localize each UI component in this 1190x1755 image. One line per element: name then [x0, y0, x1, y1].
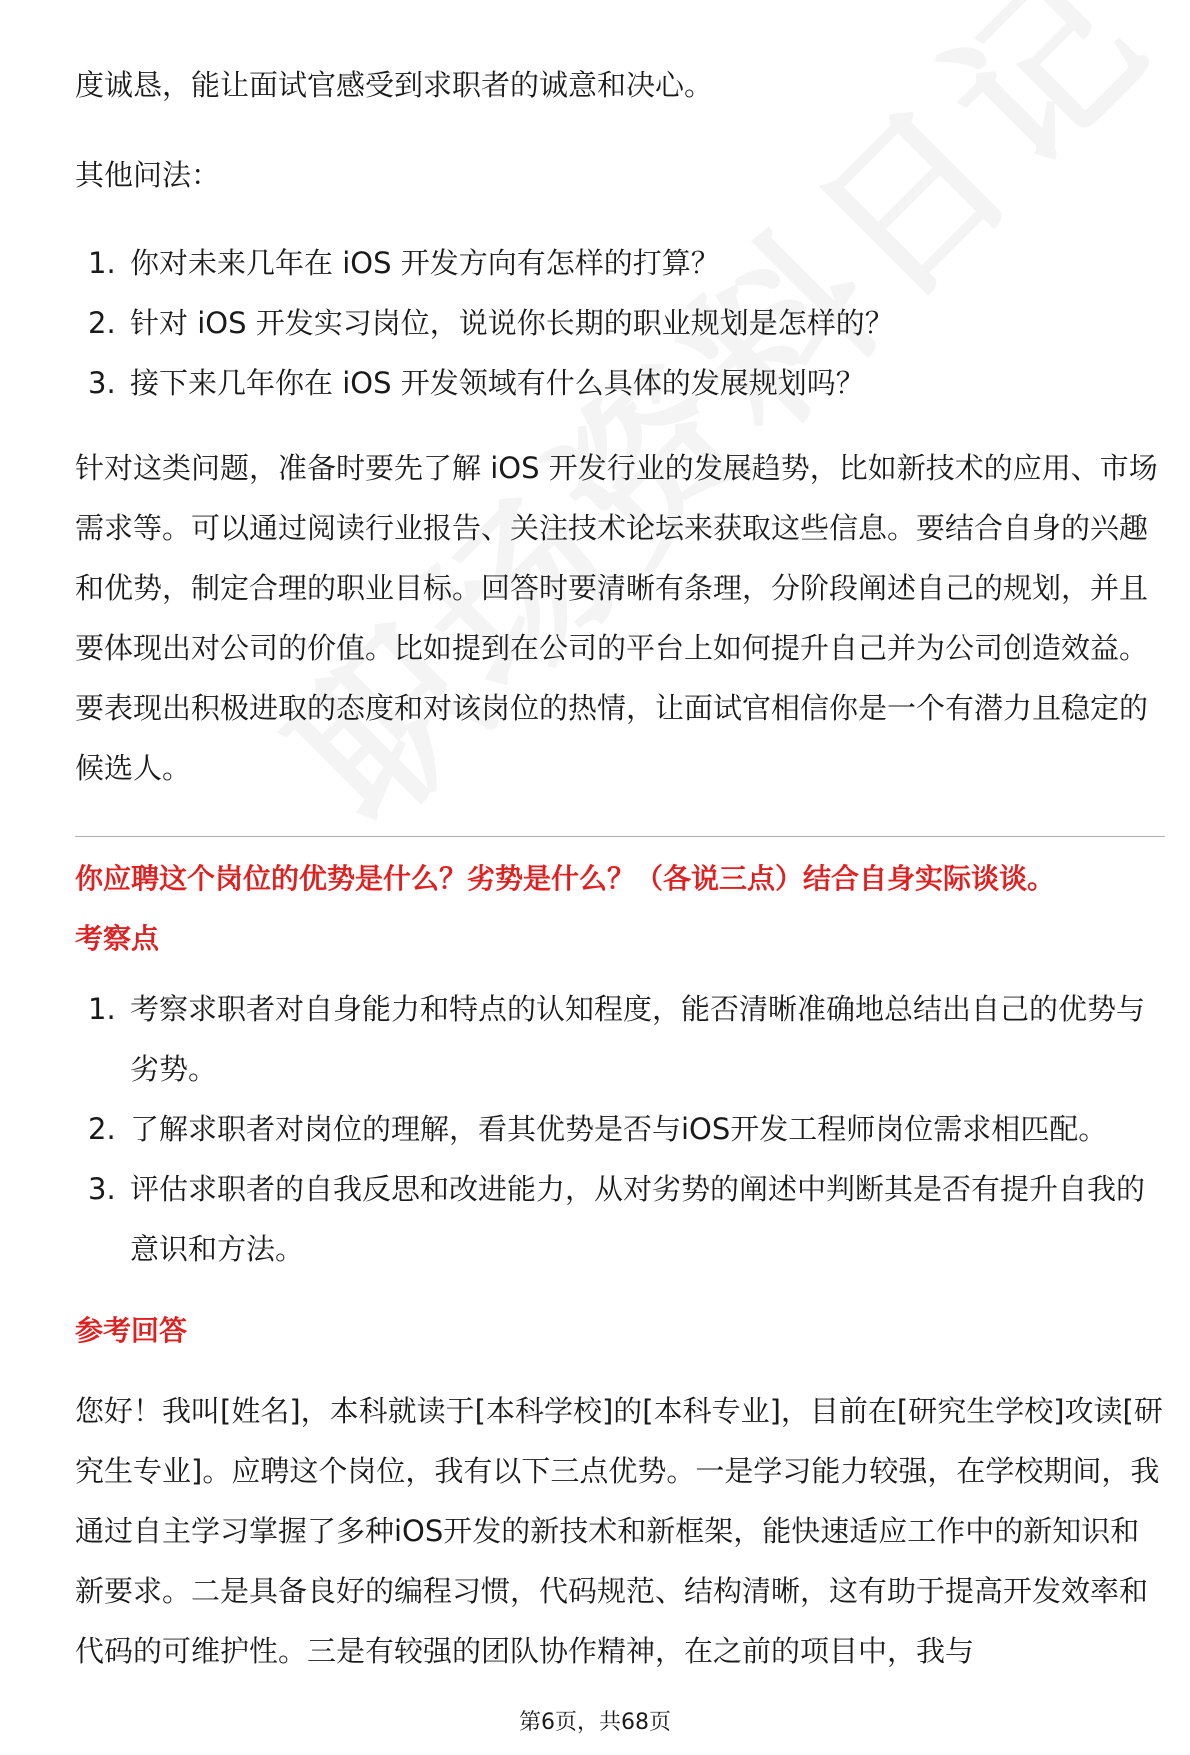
list-item-text: 你对未来几年在 iOS 开发方向有怎样的打算？ — [130, 246, 720, 280]
advice-paragraph: 针对这类问题，准备时要先了解 iOS 开发行业的发展趋势，比如新技术的应用、市场需求等。可以通过阅读行业报告、关注技术论坛来获取这些信息。要结合自身的兴趣和优势，制定合理的职业目标。回答时要清晰有条理，分阶段阐述自己的规划，并且要体现出对公司的价值。比如提到在公司的平台上如何提升自己并为公司创造效益。要表现出积极进取的态度和对该岗位的热情，让面试官相信你是一个有潜力且稳定的候选人。 — [75, 451, 1158, 785]
other-asks-label: 其他问法： — [75, 158, 221, 192]
list-item — [75, 353, 1165, 413]
list-number: 1. — [88, 992, 116, 1026]
list-item — [75, 233, 1165, 293]
page-content — [75, 55, 1165, 1681]
answer-paragraph: 您好！我叫[姓名]，本科就读于[本科学校]的[本科专业]，目前在[研究生学校]攻读[研究生专业]。应聘这个岗位，我有以下三点优势。一是学习能力较强，在学校期间，我通过自主学习掌握了多种iOS开发的新技术和新框架，能快速适应工作中的新知识和新要求。二是具备良好的编程习惯，代码规范、结构清晰，这有助于提高开发效率和代码的可维护性。三是有较强的团队协作精神，在之前的项目中，我与 — [75, 1394, 1163, 1668]
list-item-text: 考察求职者对自身能力和特点的认知程度，能否清晰准确地总结出自己的优势与劣势。 — [130, 992, 1146, 1086]
list-item — [75, 1159, 1165, 1279]
answer-heading: 参考回答 — [75, 1314, 188, 1347]
list-item-text: 了解求职者对岗位的理解，看其优势是否与iOS开发工程师岗位需求相匹配。 — [130, 1112, 1108, 1146]
list-number: 1. — [88, 246, 116, 280]
list-number: 2. — [88, 1112, 116, 1146]
other-asks-list — [75, 233, 1165, 413]
list-item — [75, 979, 1165, 1099]
section-divider — [75, 836, 1165, 837]
list-number: 2. — [88, 306, 116, 340]
page-footer: 第6页，共68页 — [519, 1710, 671, 1735]
intro-text: 度诚恳，能让面试官感受到求职者的诚意和决心。 — [75, 68, 714, 102]
kao-heading: 考察点 — [75, 922, 160, 955]
list-item — [75, 1099, 1165, 1159]
list-item — [75, 293, 1165, 353]
list-number: 3. — [88, 366, 116, 400]
list-item-text: 针对 iOS 开发实习岗位，说说你长期的职业规划是怎样的？ — [130, 306, 894, 340]
list-item-text: 接下来几年你在 iOS 开发领域有什么具体的发展规划吗？ — [130, 366, 865, 400]
question-title: 你应聘这个岗位的优势是什么？劣势是什么？（各说三点）结合自身实际谈谈。 — [75, 862, 1056, 895]
kao-points-list — [75, 979, 1165, 1279]
list-item-text: 评估求职者的自我反思和改进能力，从对劣势的阐述中判断其是否有提升自我的意识和方法。 — [130, 1172, 1146, 1266]
list-number: 3. — [88, 1172, 116, 1206]
